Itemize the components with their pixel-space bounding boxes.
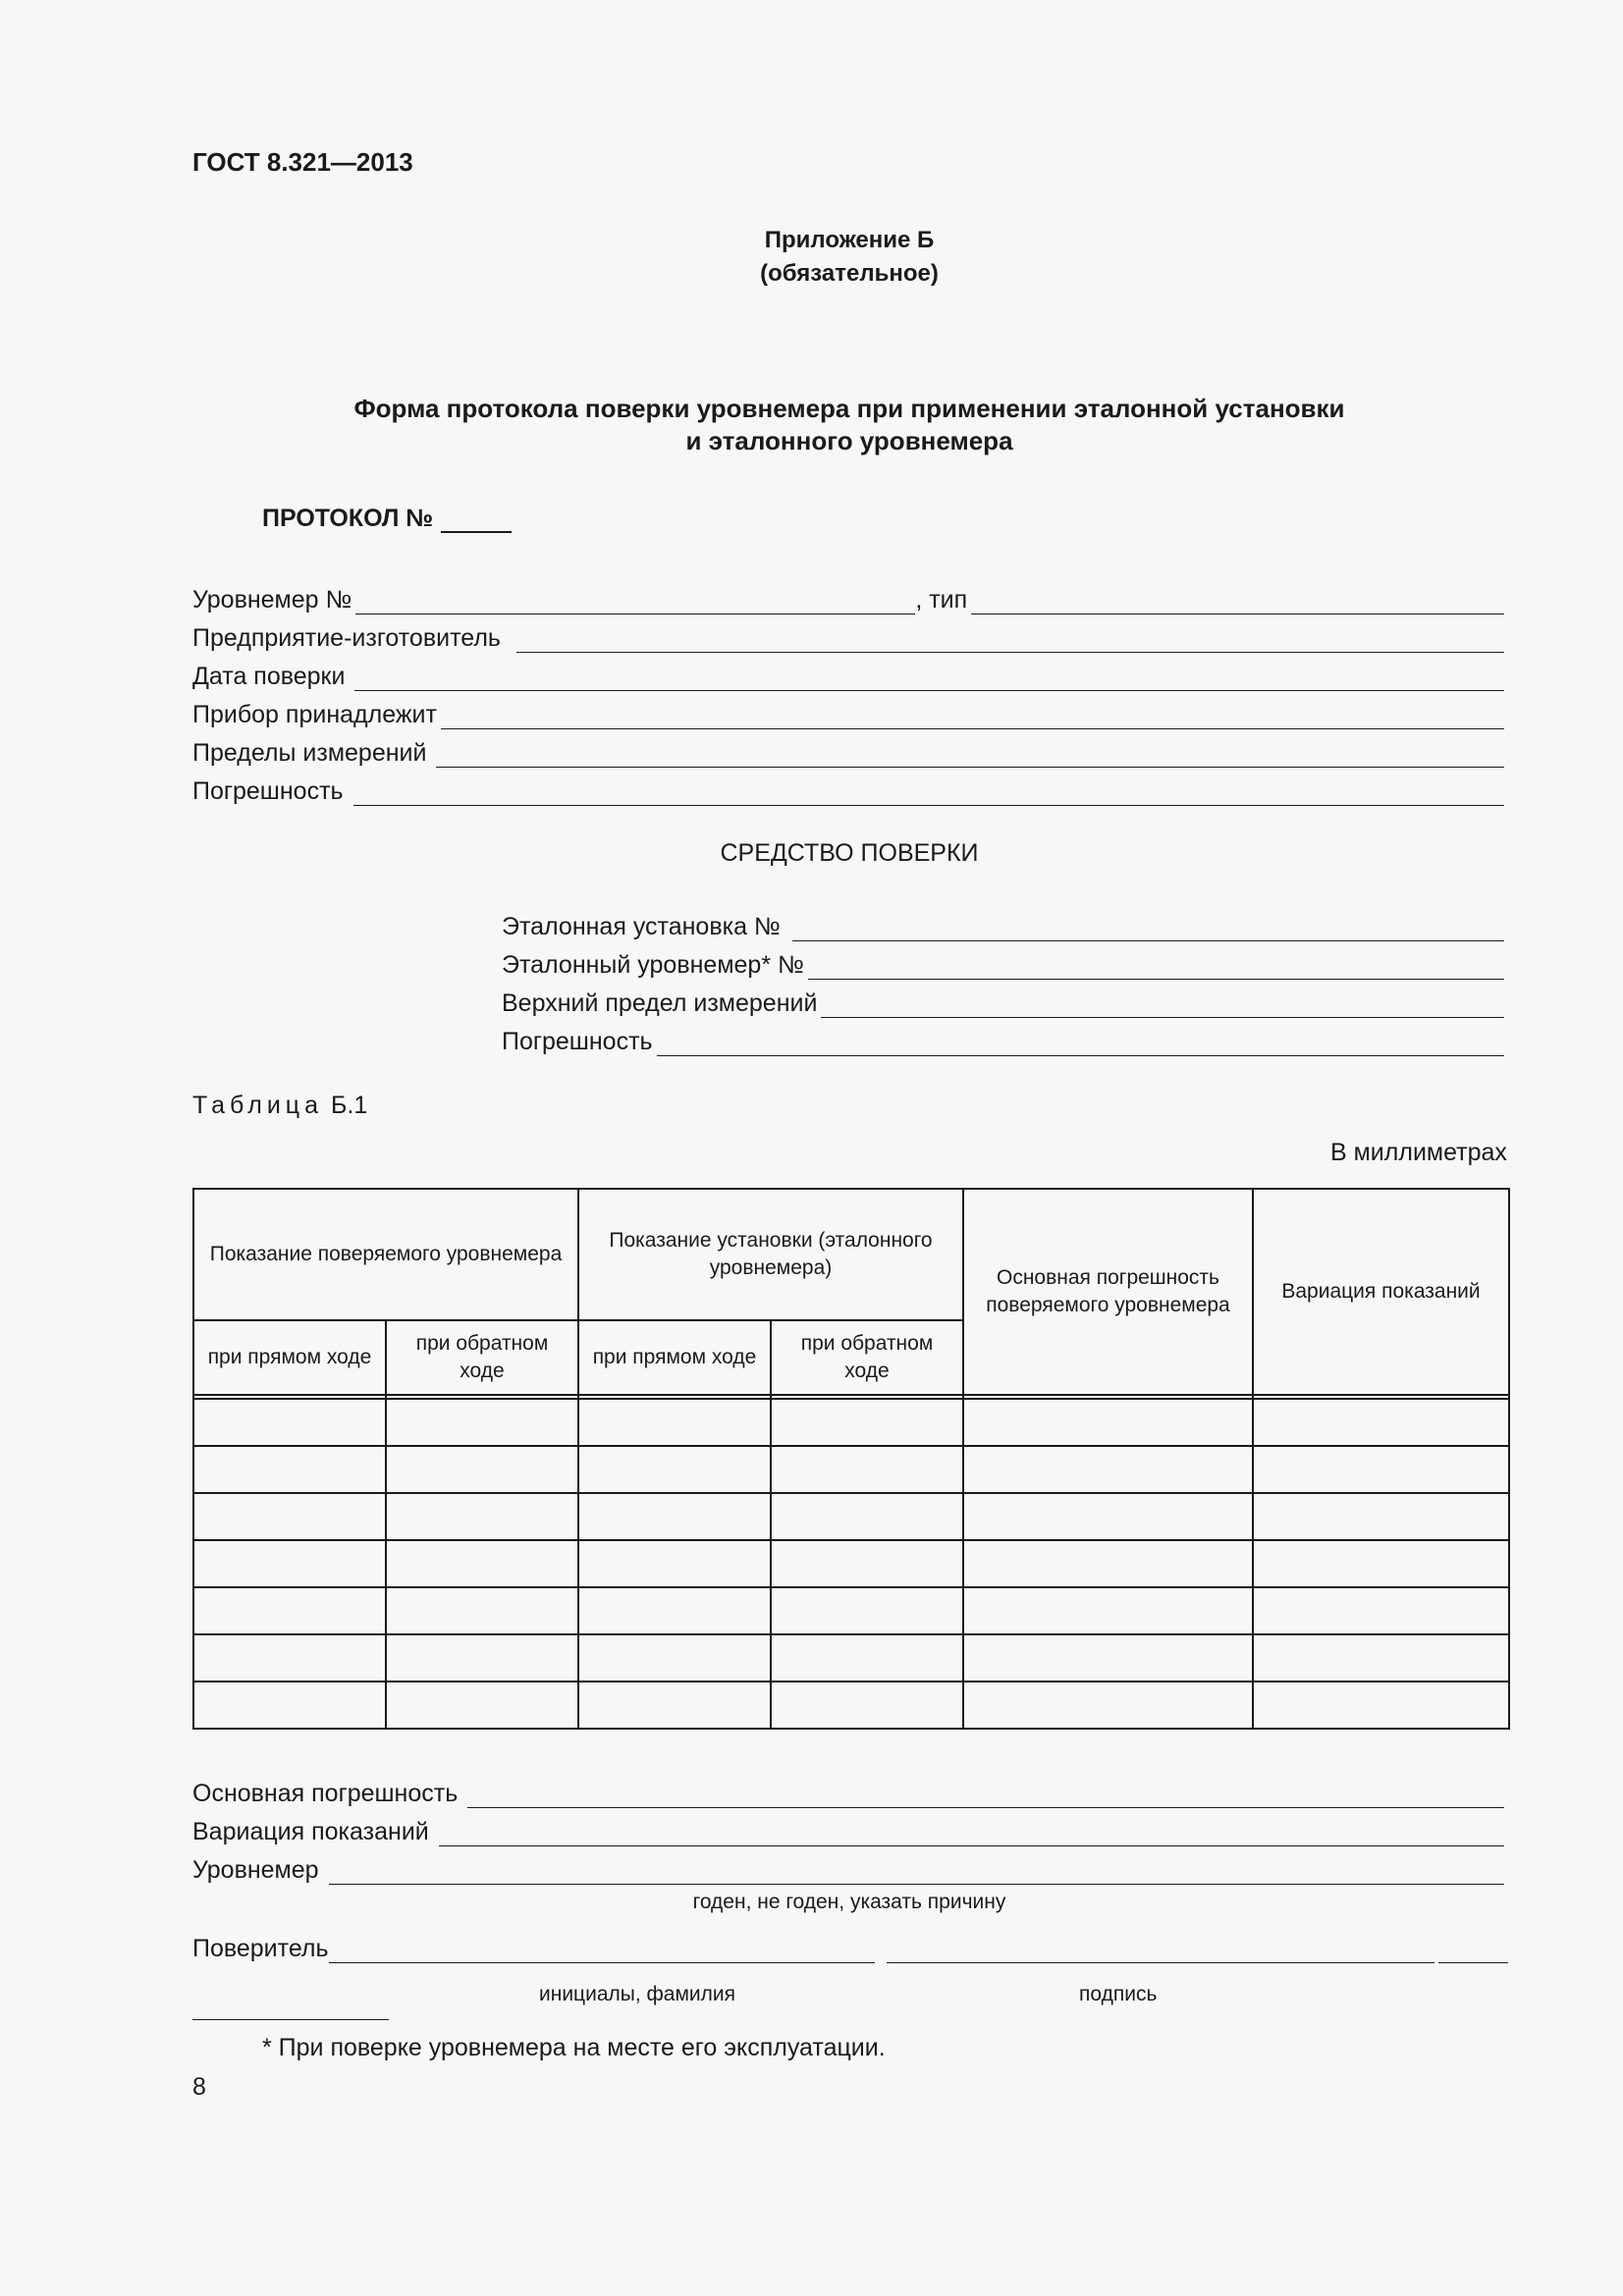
reference-gauge-label: Эталонный уровнемер* № — [502, 951, 804, 979]
manufacturer-label: Предприятие-изготовитель — [192, 624, 501, 652]
upper-limit-field[interactable] — [821, 991, 1504, 1018]
table-cell[interactable] — [578, 1634, 771, 1682]
header-gauge-forward: при прямом ходе — [193, 1320, 386, 1395]
verifier-label: Поверитель — [192, 1935, 329, 1962]
appendix-heading — [0, 224, 1623, 291]
signature-hint: подпись — [1079, 1983, 1158, 2005]
header-unit-reverse: при обратном ходе — [771, 1320, 963, 1395]
protocol-number-field[interactable] — [441, 507, 512, 533]
header-unit-forward: при прямом ходе — [578, 1320, 771, 1395]
table-cell[interactable] — [386, 1493, 578, 1540]
date-field[interactable] — [354, 665, 1504, 691]
protocol-heading — [262, 505, 512, 533]
table-cell[interactable] — [193, 1399, 386, 1446]
table-body — [193, 1399, 1509, 1729]
table-cell[interactable] — [963, 1540, 1253, 1587]
range-field[interactable] — [436, 741, 1504, 768]
reference-unit-row — [502, 908, 1504, 941]
table-cell[interactable] — [1253, 1399, 1509, 1446]
verifier-initials-field[interactable] — [329, 1937, 875, 1963]
date-label: Дата поверки — [192, 663, 346, 690]
form-title-line1: Форма протокола поверки уровнемера при применении эталонной установки — [353, 394, 1345, 423]
table-cell[interactable] — [1253, 1540, 1509, 1587]
table-cell[interactable] — [963, 1587, 1253, 1634]
table-row — [193, 1682, 1509, 1729]
table-cell[interactable] — [193, 1587, 386, 1634]
footnote: * При поверке уровнемера на месте его эксплуатации. — [262, 2034, 886, 2061]
table-cell[interactable] — [1253, 1493, 1509, 1540]
table-row — [193, 1634, 1509, 1682]
form-title-line2: и эталонного уровнемера — [685, 426, 1013, 455]
table-row — [193, 1540, 1509, 1587]
result-basic-error-row — [192, 1775, 1504, 1808]
table-cell[interactable] — [193, 1446, 386, 1493]
table-cell[interactable] — [193, 1493, 386, 1540]
header-gauge-reverse: при обратном ходе — [386, 1320, 578, 1395]
gauge-number-label: Уровнемер № — [192, 586, 352, 614]
verifier-extra-field[interactable] — [1438, 1937, 1508, 1963]
error-field[interactable] — [353, 779, 1504, 806]
table-cell[interactable] — [386, 1540, 578, 1587]
table-cell[interactable] — [578, 1399, 771, 1446]
table-cell[interactable] — [1253, 1446, 1509, 1493]
table-header-row — [193, 1189, 1509, 1320]
date-row — [192, 658, 1504, 691]
table-cell[interactable] — [963, 1493, 1253, 1540]
table-cell[interactable] — [771, 1634, 963, 1682]
owner-field[interactable] — [441, 703, 1504, 729]
result-gauge-hint: годен, не годен, указать причину — [692, 1891, 1006, 1913]
table-row — [193, 1493, 1509, 1540]
table-cell[interactable] — [578, 1587, 771, 1634]
table-cell[interactable] — [386, 1587, 578, 1634]
readings-table — [192, 1188, 1510, 1730]
result-variation-label: Вариация показаний — [192, 1818, 429, 1845]
appendix-subtitle: (обязательное) — [760, 260, 939, 287]
table-cell[interactable] — [1253, 1587, 1509, 1634]
page-number: 8 — [192, 2073, 206, 2101]
table-units: В миллиметрах — [1330, 1139, 1507, 1166]
table-cell[interactable] — [578, 1446, 771, 1493]
table-cell[interactable] — [1253, 1682, 1509, 1729]
error-label: Погрешность — [192, 777, 344, 805]
result-basic-error-field[interactable] — [467, 1782, 1504, 1808]
table-row — [193, 1399, 1509, 1446]
gauge-number-row — [192, 581, 1504, 614]
reference-unit-label: Эталонная установка № — [502, 913, 781, 940]
form-title — [0, 393, 1623, 457]
table-cell[interactable] — [963, 1682, 1253, 1729]
table-cell[interactable] — [771, 1399, 963, 1446]
protocol-label: ПРОТОКОЛ № — [262, 505, 434, 532]
result-gauge-field[interactable] — [329, 1858, 1504, 1885]
error-row — [192, 773, 1504, 806]
result-gauge-row — [192, 1851, 1504, 1885]
reference-error-field[interactable] — [657, 1030, 1504, 1056]
reference-unit-field[interactable] — [792, 915, 1504, 941]
table-row — [193, 1587, 1509, 1634]
table-cell[interactable] — [193, 1682, 386, 1729]
gauge-type-field[interactable] — [971, 588, 1504, 614]
manufacturer-field[interactable] — [516, 626, 1504, 653]
table-caption-word: Таблица — [192, 1092, 324, 1119]
table-cell[interactable] — [386, 1446, 578, 1493]
table-cell[interactable] — [963, 1446, 1253, 1493]
reference-gauge-row — [502, 946, 1504, 980]
table-cell[interactable] — [771, 1540, 963, 1587]
table-cell[interactable] — [386, 1634, 578, 1682]
reference-error-row — [502, 1023, 1504, 1056]
initials-hint: инициалы, фамилия — [539, 1983, 735, 2005]
table-cell[interactable] — [963, 1399, 1253, 1446]
table-caption — [192, 1092, 367, 1120]
table-cell[interactable] — [578, 1682, 771, 1729]
table-cell[interactable] — [578, 1540, 771, 1587]
table-cell[interactable] — [578, 1493, 771, 1540]
table-caption-number: Б.1 — [331, 1092, 368, 1119]
verification-means-title: СРЕДСТВО ПОВЕРКИ — [720, 839, 979, 867]
table-cell[interactable] — [771, 1493, 963, 1540]
upper-limit-row — [502, 985, 1504, 1018]
result-variation-field[interactable] — [439, 1820, 1504, 1846]
footnote-separator — [192, 2019, 389, 2020]
verifier-row — [192, 1930, 1508, 1963]
table-cell[interactable] — [771, 1587, 963, 1634]
owner-label: Прибор принадлежит — [192, 701, 437, 728]
appendix-title: Приложение Б — [764, 227, 935, 253]
result-gauge-label: Уровнемер — [192, 1856, 319, 1884]
gauge-number-field[interactable] — [355, 588, 915, 614]
table-cell[interactable] — [386, 1399, 578, 1446]
table-cell[interactable] — [963, 1634, 1253, 1682]
result-basic-error-label: Основная погрешность — [192, 1780, 459, 1807]
header-gauge-reading: Показание поверяемого уровнемера — [193, 1189, 578, 1320]
owner-row — [192, 696, 1504, 729]
range-row — [192, 734, 1504, 768]
table-cell[interactable] — [193, 1634, 386, 1682]
range-label: Пределы измерений — [192, 739, 427, 767]
header-basic-error: Основная погрешность поверяемого уровнемера — [963, 1189, 1253, 1395]
header-unit-reading: Показание установки (эталонного уровнемера) — [578, 1189, 963, 1320]
result-variation-row — [192, 1813, 1504, 1846]
reference-error-label: Погрешность — [502, 1028, 653, 1055]
manufacturer-row — [192, 619, 1504, 653]
standard-number: ГОСТ 8.321—2013 — [192, 147, 413, 177]
reference-gauge-field[interactable] — [808, 953, 1504, 980]
table-cell[interactable] — [771, 1446, 963, 1493]
table-cell[interactable] — [386, 1682, 578, 1729]
table-cell[interactable] — [771, 1682, 963, 1729]
gauge-type-label: , тип — [915, 586, 968, 614]
table-cell[interactable] — [193, 1540, 386, 1587]
header-variation: Вариация показаний — [1253, 1189, 1509, 1395]
upper-limit-label: Верхний предел измерений — [502, 989, 818, 1017]
table-row — [193, 1446, 1509, 1493]
table-cell[interactable] — [1253, 1634, 1509, 1682]
verifier-signature-field[interactable] — [887, 1937, 1434, 1963]
